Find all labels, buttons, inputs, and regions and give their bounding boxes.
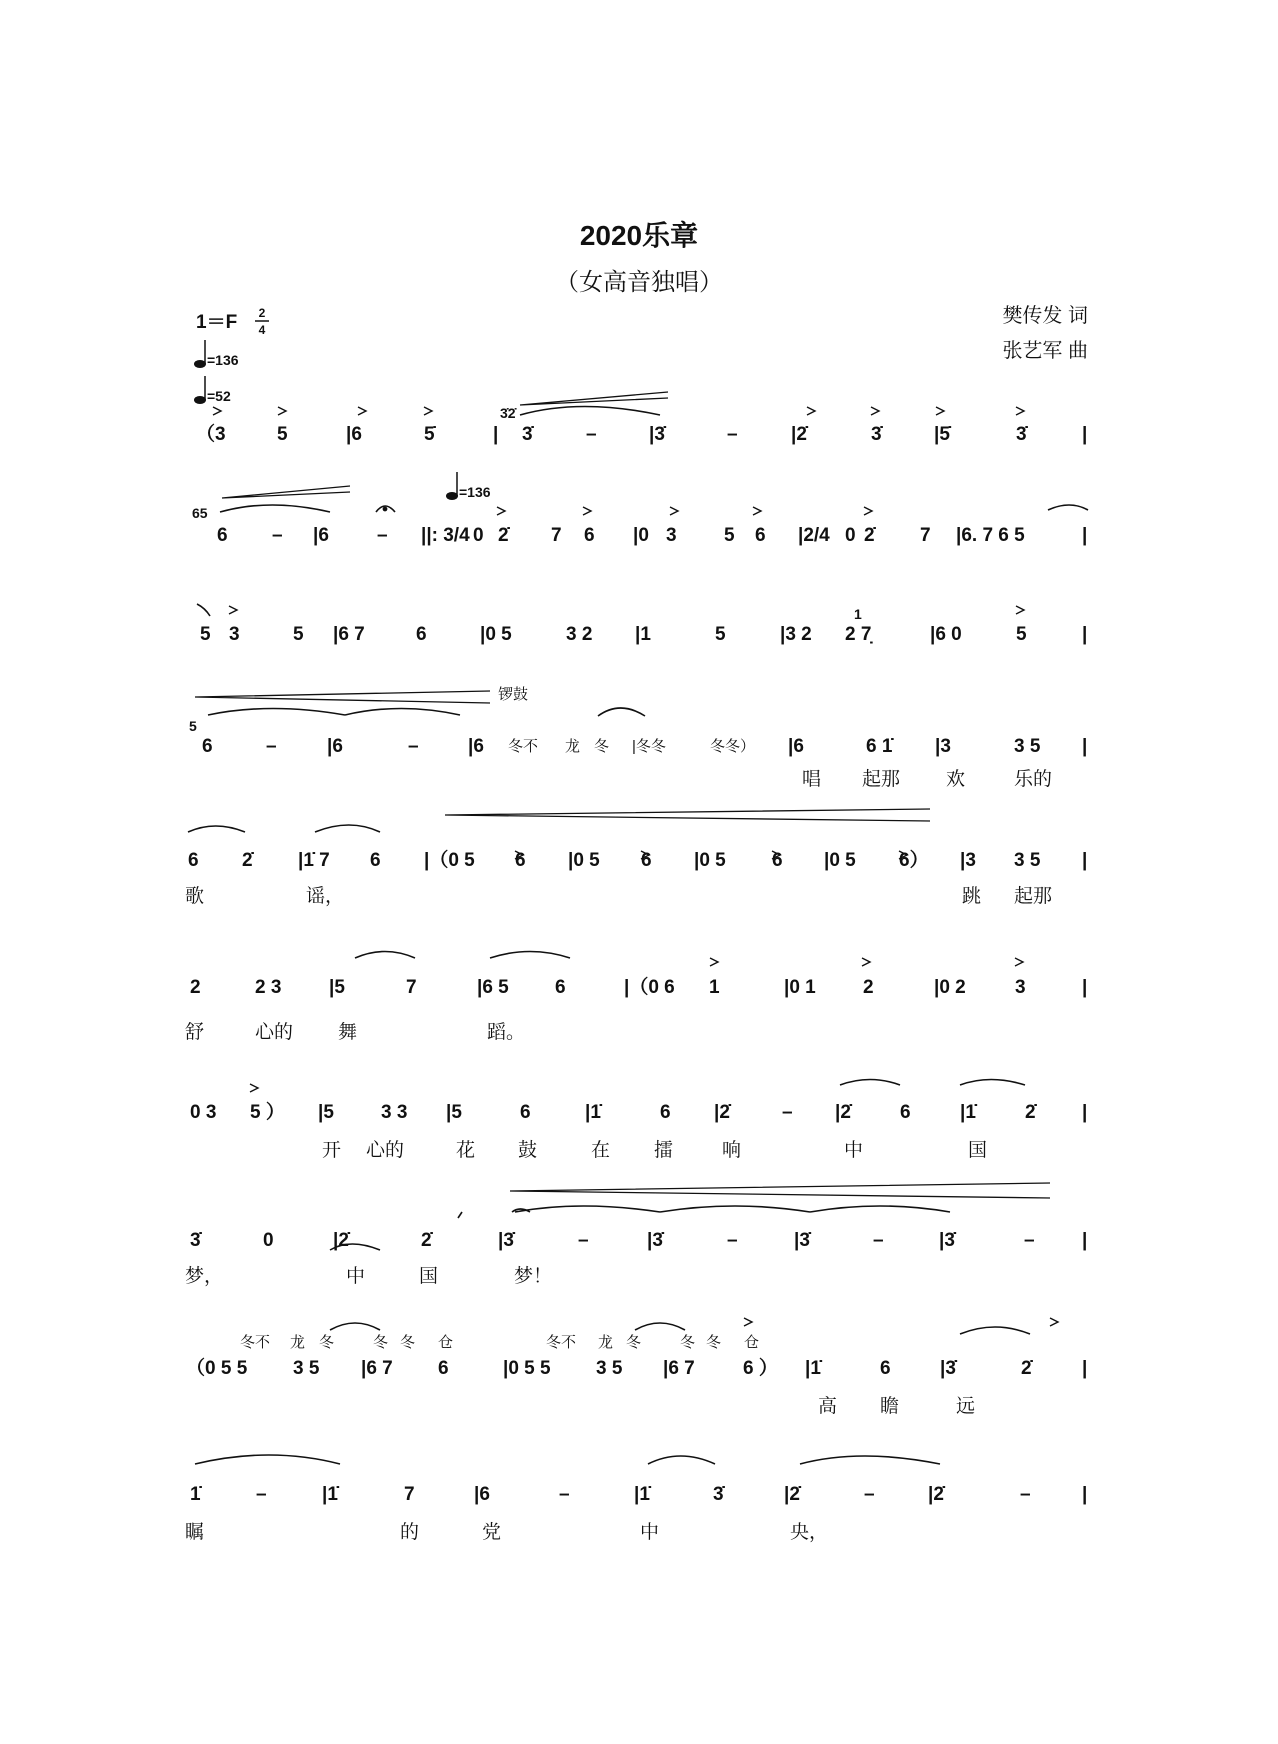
- lyric: 鼓: [518, 1140, 538, 1161]
- note: –: [1020, 1484, 1031, 1505]
- percussion-note: |冬冬: [632, 738, 666, 755]
- note: 2̇: [1025, 1102, 1036, 1123]
- note: –: [873, 1230, 884, 1251]
- note: 2 3: [255, 977, 282, 998]
- note: |6 7: [361, 1358, 393, 1379]
- note: |: [1082, 1102, 1088, 1123]
- percussion-note: 龙: [565, 738, 581, 755]
- lyricist-credit: 樊传发 词: [1002, 305, 1088, 327]
- lyric: 中: [844, 1140, 864, 1161]
- note: |6. 7 6 5: [956, 525, 1025, 546]
- percussion-word: 冬不: [240, 1334, 271, 1351]
- note: |3̇: [647, 1230, 663, 1251]
- tempo-mark-136: [194, 340, 239, 368]
- note: 6: [202, 736, 213, 757]
- note: 6: [880, 1358, 891, 1379]
- note: 0: [473, 525, 484, 546]
- note: |0 1: [784, 977, 816, 998]
- note: |3: [960, 850, 976, 871]
- lyric: 花: [456, 1140, 476, 1161]
- note: |6: [474, 1484, 490, 1505]
- note: –: [727, 1230, 738, 1251]
- note: –: [377, 525, 388, 546]
- note: |: [493, 424, 499, 445]
- note: 0: [845, 525, 856, 546]
- note: 0 3: [190, 1102, 217, 1123]
- note: |1̇: [322, 1484, 338, 1505]
- lyric: 梦，: [185, 1266, 224, 1287]
- score-system-6: [185, 975, 1087, 1043]
- note: 5: [715, 624, 726, 645]
- note: 3 5: [293, 1358, 320, 1379]
- note: |0: [633, 525, 649, 546]
- note: 7: [406, 977, 417, 998]
- note: |2̇: [714, 1102, 730, 1123]
- score-system-1: [196, 422, 1087, 445]
- score-system-4: [202, 736, 1087, 790]
- lyric: 舒: [185, 1022, 205, 1043]
- note: –: [266, 736, 277, 757]
- lyric: 乐的: [1014, 769, 1053, 790]
- score-system-2: [217, 525, 1087, 546]
- song-title: 2020乐章: [579, 220, 699, 251]
- grace-note-3: 5: [189, 718, 197, 734]
- note: –: [1024, 1230, 1035, 1251]
- lyric: 中: [346, 1266, 366, 1287]
- note: 3: [1015, 977, 1026, 998]
- percussion-word: 龙: [290, 1334, 306, 1351]
- note: 6: [641, 850, 652, 871]
- svg-text:=136: =136: [207, 352, 239, 368]
- note: 3̇: [1016, 424, 1027, 445]
- note: 5̇: [424, 424, 435, 445]
- note: |5̇: [934, 424, 950, 445]
- note: ||: 3/4: [421, 525, 470, 546]
- percussion-label: 锣鼓: [498, 686, 529, 703]
- note: |（0 6: [624, 977, 675, 998]
- note: 3 5: [596, 1358, 623, 1379]
- note: 3: [229, 624, 240, 645]
- svg-text:=52: =52: [207, 388, 231, 404]
- note: 6: [515, 850, 526, 871]
- note: 2̇: [1021, 1358, 1032, 1379]
- lyric: 的: [400, 1522, 420, 1543]
- note: |0 5: [568, 850, 600, 871]
- note: 0: [263, 1230, 274, 1251]
- note: |: [1082, 1484, 1088, 1505]
- percussion-word: 冬不: [546, 1334, 577, 1351]
- note: |1̇: [634, 1484, 650, 1505]
- percussion-note: 冬冬）: [710, 738, 756, 755]
- note: 6: [900, 1102, 911, 1123]
- lyric: 瞻: [880, 1396, 900, 1417]
- note: |2/4: [798, 525, 830, 546]
- note: 6: [660, 1102, 671, 1123]
- note: 6: [555, 977, 566, 998]
- lyric: 响: [722, 1140, 742, 1161]
- song-subtitle: （女高音独唱）: [555, 269, 723, 296]
- note: |6: [346, 424, 362, 445]
- note: 6: [438, 1358, 449, 1379]
- lyric: 歌: [185, 886, 205, 907]
- note: |: [1082, 525, 1088, 546]
- note: |0 5 5: [503, 1358, 551, 1379]
- note: |1: [635, 624, 651, 645]
- note: 6: [584, 525, 595, 546]
- note: |3̇: [794, 1230, 810, 1251]
- note: |2̇: [928, 1484, 944, 1505]
- note: –: [408, 736, 419, 757]
- note: 5: [293, 624, 304, 645]
- note: 6: [416, 624, 427, 645]
- note: |0 2: [934, 977, 966, 998]
- lyric: 中: [640, 1522, 660, 1543]
- note: 6 1̇: [866, 736, 893, 757]
- score-system-7: [190, 1100, 1087, 1161]
- lyric: 心的: [255, 1022, 294, 1043]
- lyric: 起那: [862, 769, 901, 790]
- tempo-mark-52: [194, 376, 231, 404]
- note: |: [1082, 1230, 1088, 1251]
- fermata-mark: [376, 506, 395, 512]
- grace-note-4: 1: [854, 606, 862, 622]
- percussion-word: 冬: [319, 1334, 335, 1351]
- note: 6: [755, 525, 766, 546]
- grace-note-1: 3̇2̇: [500, 405, 516, 421]
- lyric: 梦！: [514, 1266, 553, 1287]
- lyric: 瞩: [185, 1522, 205, 1543]
- note: 6: [772, 850, 783, 871]
- svg-text:2: 2: [258, 306, 266, 320]
- note: 5 ）: [250, 1102, 285, 1123]
- note: |: [1082, 624, 1088, 645]
- lyric: 心的: [366, 1140, 405, 1161]
- percussion-word: 仓: [438, 1334, 454, 1351]
- note: 2̇: [242, 850, 253, 871]
- score-system-3: [200, 624, 1087, 645]
- note: 6: [217, 525, 228, 546]
- note: 3 5: [1014, 850, 1041, 871]
- note: （0 5 5: [186, 1358, 248, 1379]
- note: |: [1082, 850, 1088, 871]
- percussion-word: 冬: [400, 1334, 416, 1351]
- note: |6 0: [930, 624, 962, 645]
- note: 6: [370, 850, 381, 871]
- note: 2̇: [864, 525, 875, 546]
- note: 3 5: [1014, 736, 1041, 757]
- note: 6）: [899, 850, 929, 871]
- lyric: 蹈。: [487, 1022, 526, 1043]
- note: –: [578, 1230, 589, 1251]
- note: 2: [190, 977, 201, 998]
- note: |: [1082, 424, 1088, 445]
- note: |1̇ 7: [298, 850, 330, 871]
- percussion-word: 龙: [598, 1334, 614, 1351]
- note: |2̇: [791, 424, 807, 445]
- grace-note-2: 65: [192, 505, 208, 521]
- note: |: [1082, 736, 1088, 757]
- note: 3: [666, 525, 677, 546]
- percussion-word: 冬: [373, 1334, 389, 1351]
- note: |3̇: [939, 1230, 955, 1251]
- note: 3 3: [381, 1102, 408, 1123]
- lyric: 党: [482, 1522, 502, 1543]
- note: |2̇: [784, 1484, 800, 1505]
- note: |5: [329, 977, 345, 998]
- note: 5: [277, 424, 288, 445]
- note: 5: [1016, 624, 1027, 645]
- note: |6: [788, 736, 804, 757]
- composer-credit: 张艺军 曲: [1002, 340, 1088, 362]
- note: |6: [327, 736, 343, 757]
- note: |6 7: [333, 624, 365, 645]
- note: |: [1082, 1358, 1088, 1379]
- dynamic-hairpins: [195, 392, 1053, 1198]
- ties-and-slurs: [188, 407, 1088, 1465]
- note: |6 5: [477, 977, 509, 998]
- note: 5: [724, 525, 735, 546]
- note: 3̇: [522, 424, 533, 445]
- note: 3̇: [713, 1484, 724, 1505]
- note: |5: [318, 1102, 334, 1123]
- percussion-note: 冬不: [508, 738, 539, 755]
- note: 7: [551, 525, 562, 546]
- note: |: [1082, 977, 1088, 998]
- lyric: 起那: [1014, 886, 1053, 907]
- time-signature: [255, 306, 269, 337]
- note: –: [586, 424, 597, 445]
- note: 6: [520, 1102, 531, 1123]
- lyric: 唱: [802, 769, 822, 790]
- note: |2̇: [835, 1102, 851, 1123]
- lyric: 开: [322, 1140, 342, 1161]
- note: |6: [468, 736, 484, 757]
- lyric: 国: [419, 1266, 439, 1287]
- percussion-word: 冬: [626, 1334, 642, 1351]
- note: |（0 5: [424, 850, 475, 871]
- note: |5: [446, 1102, 462, 1123]
- note: |6: [313, 525, 329, 546]
- note: –: [782, 1102, 793, 1123]
- note: –: [727, 424, 738, 445]
- note: 3̇: [871, 424, 882, 445]
- note: |0 5: [694, 850, 726, 871]
- note: 2̇: [498, 525, 509, 546]
- note: –: [256, 1484, 267, 1505]
- note: –: [559, 1484, 570, 1505]
- lyric: 擂: [654, 1140, 674, 1161]
- note: |2̇: [333, 1230, 349, 1251]
- note: 1: [709, 977, 720, 998]
- note: （3: [196, 424, 226, 445]
- note: 7: [404, 1484, 415, 1505]
- note: 2: [863, 977, 874, 998]
- note: –: [272, 525, 283, 546]
- lyric: 远: [956, 1396, 976, 1417]
- note: |3̇: [940, 1358, 956, 1379]
- note: |3 2: [780, 624, 812, 645]
- note: 2 7̣: [845, 624, 872, 645]
- lyric: 国: [968, 1140, 988, 1161]
- lyric: 欢: [946, 769, 966, 790]
- note: |3̇: [649, 424, 665, 445]
- note: 3̇: [190, 1230, 201, 1251]
- svg-text:=136: =136: [459, 484, 491, 500]
- lyric: 跳: [962, 886, 982, 907]
- note: |1̇: [960, 1102, 976, 1123]
- note: |3̇: [498, 1230, 514, 1251]
- note: 6 ）: [743, 1358, 778, 1379]
- percussion-word: 冬: [680, 1334, 696, 1351]
- note: 1̇: [190, 1484, 201, 1505]
- score-system-8: [185, 1230, 1087, 1287]
- note: 2̇: [421, 1230, 432, 1251]
- note: |6 7: [663, 1358, 695, 1379]
- key-signature: 1＝F: [196, 312, 238, 333]
- lyric: 舞: [338, 1022, 358, 1043]
- score-system-9: [186, 1334, 1087, 1417]
- lyric: 高: [818, 1396, 838, 1417]
- note: 5: [200, 624, 211, 645]
- note: |0 5: [480, 624, 512, 645]
- tempo-change-mark: [446, 472, 491, 500]
- percussion-word: 仓: [744, 1334, 760, 1351]
- score-system-5: [185, 848, 1087, 907]
- note: 3 2: [566, 624, 593, 645]
- lyric: 在: [591, 1140, 611, 1161]
- note: |1̇: [805, 1358, 821, 1379]
- lyric: 央，: [790, 1522, 829, 1543]
- percussion-note: 冬: [594, 738, 610, 755]
- note: 7: [920, 525, 931, 546]
- note: –: [864, 1484, 875, 1505]
- percussion-word: 冬: [706, 1334, 722, 1351]
- note: |1̇: [585, 1102, 601, 1123]
- note: 6: [188, 850, 199, 871]
- score-system-10: [185, 1484, 1087, 1543]
- lyric: 谣，: [306, 886, 345, 907]
- note: |3: [935, 736, 951, 757]
- svg-text:4: 4: [258, 323, 266, 337]
- note: |0 5: [824, 850, 856, 871]
